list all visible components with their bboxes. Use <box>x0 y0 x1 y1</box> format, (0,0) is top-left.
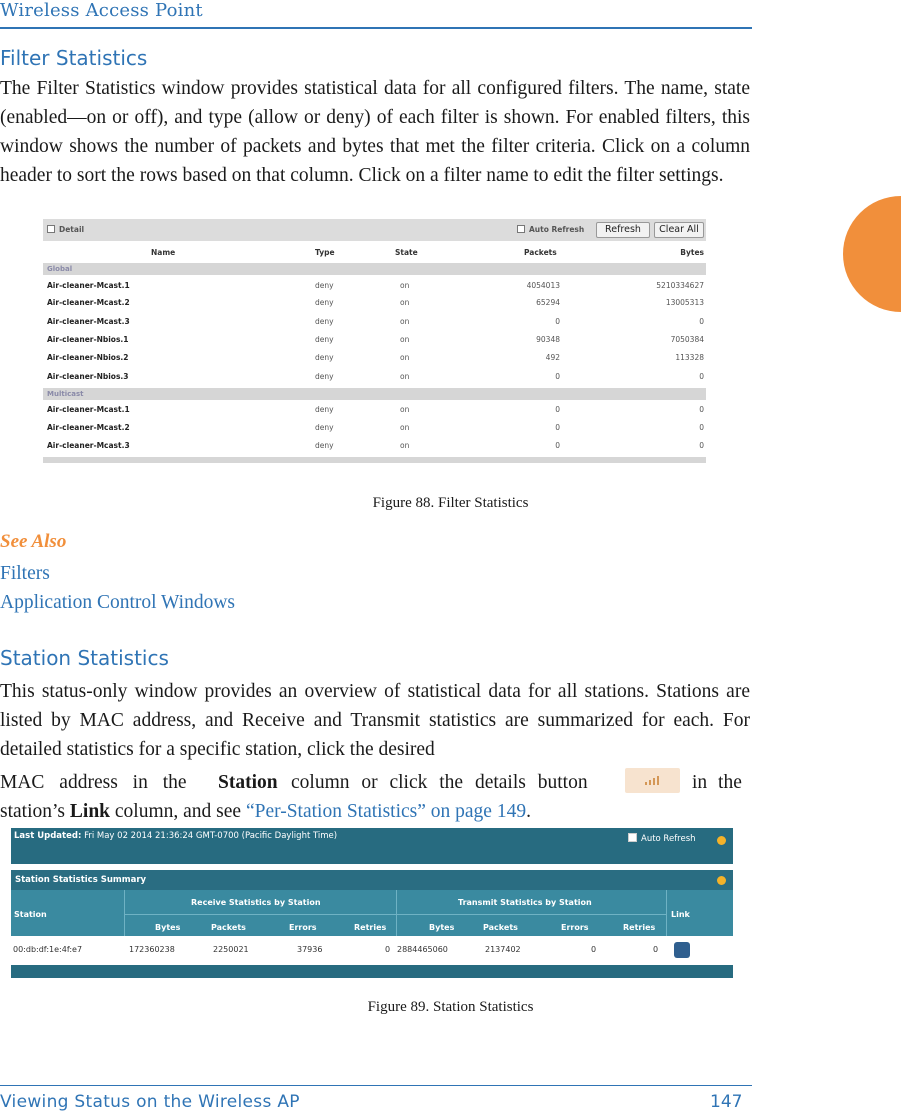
filter-bytes: 5210334627 <box>656 281 704 290</box>
column-header-rx-bytes[interactable]: Bytes <box>155 923 181 932</box>
tx-bytes: 2884465060 <box>397 945 448 954</box>
filter-type: deny <box>315 317 334 326</box>
table-row <box>43 315 706 329</box>
header-rule <box>0 27 752 29</box>
column-header-tx-packets[interactable]: Packets <box>483 923 518 932</box>
chapter-tab-marker <box>843 196 901 312</box>
filter-type: deny <box>315 423 334 432</box>
table-row <box>43 296 706 310</box>
filter-type: deny <box>315 353 334 362</box>
filter-name-link[interactable]: Air-cleaner-Nbios.3 <box>47 372 129 381</box>
filter-type: deny <box>315 372 334 381</box>
group-header-multicast: Multicast <box>43 388 706 400</box>
column-header-state[interactable]: State <box>395 248 418 257</box>
filter-name-link[interactable]: Air-cleaner-Mcast.1 <box>47 281 130 290</box>
station-bottom-bar <box>11 965 733 978</box>
station-statistics-figure <box>11 828 733 978</box>
station-table-header <box>11 890 733 936</box>
table-row <box>11 939 733 961</box>
rx-bytes: 172360238 <box>129 945 175 954</box>
filter-name-link[interactable]: Air-cleaner-Mcast.2 <box>47 298 130 307</box>
column-header-rx-retries[interactable]: Retries <box>354 923 387 932</box>
station-line-3: station’s Link column, and see “Per-Station Statistics” on page 149. <box>0 801 531 822</box>
station-statistics-paragraph: This status-only window provides an overview of statistical data for all stations. Stations are listed by MAC address, and Receive and Transmit statistics are summarized for each. For detailed statistics for a specific station, click the desired <box>0 681 750 760</box>
filter-name-link[interactable]: Air-cleaner-Mcast.3 <box>47 317 130 326</box>
filter-statistics-heading: Filter Statistics <box>0 46 148 70</box>
station-details-icon[interactable] <box>674 942 690 958</box>
filter-bytes: 0 <box>699 372 704 381</box>
refresh-icon[interactable] <box>717 836 726 845</box>
tx-retries: 0 <box>653 945 659 954</box>
filters-link[interactable]: Filters <box>0 563 50 584</box>
column-header-station[interactable]: Station <box>14 910 47 919</box>
rx-errors: 37936 <box>297 945 323 954</box>
auto-refresh-checkbox[interactable] <box>628 833 637 842</box>
detail-checkbox[interactable] <box>47 225 55 233</box>
filter-name-link[interactable]: Air-cleaner-Nbios.1 <box>47 335 129 344</box>
column-header-bytes[interactable]: Bytes <box>680 248 704 257</box>
station-statistics-heading: Station Statistics <box>0 646 169 670</box>
filter-bytes: 0 <box>699 423 704 432</box>
filter-type: deny <box>315 335 334 344</box>
filter-state: on <box>400 372 410 381</box>
table-row <box>43 403 706 417</box>
filter-packets: 4054013 <box>526 281 560 290</box>
filter-state: on <box>400 298 410 307</box>
clear-all-button[interactable]: Clear All <box>654 222 704 238</box>
page-number: 147 <box>710 1092 743 1112</box>
filter-statistics-figure <box>43 219 706 463</box>
filter-packets: 492 <box>545 353 560 362</box>
per-station-statistics-link[interactable]: “Per-Station Statistics” on page 149 <box>245 801 527 822</box>
filter-name-link[interactable]: Air-cleaner-Mcast.2 <box>47 423 130 432</box>
refresh-button[interactable]: Refresh <box>596 222 650 238</box>
filter-bytes: 0 <box>699 317 704 326</box>
rx-packets: 2250021 <box>213 945 249 954</box>
station-mac-link[interactable]: 00:db:df:1e:4f:e7 <box>13 945 83 954</box>
figure-88-caption: Figure 88. Filter Statistics <box>372 495 529 511</box>
transmit-group-header: Transmit Statistics by Station <box>458 898 592 907</box>
table-row <box>43 351 706 365</box>
filter-type: deny <box>315 441 334 450</box>
filter-packets: 90348 <box>536 335 560 344</box>
tx-packets: 2137402 <box>485 945 521 954</box>
table-row <box>43 439 706 453</box>
filter-type: deny <box>315 405 334 414</box>
table-row <box>43 333 706 347</box>
filter-packets: 0 <box>555 405 560 414</box>
last-updated: Last Updated: Fri May 02 2014 21:36:24 GMT-0700 (Pacific Daylight Time) <box>14 831 338 841</box>
auto-refresh-label: Auto Refresh <box>529 225 585 234</box>
filter-bytes: 7050384 <box>670 335 704 344</box>
column-header-tx-retries[interactable]: Retries <box>623 923 656 932</box>
figure-89-caption: Figure 89. Station Statistics <box>367 999 534 1015</box>
filter-state: on <box>400 353 410 362</box>
filter-bytes: 0 <box>699 441 704 450</box>
column-header-tx-bytes[interactable]: Bytes <box>429 923 455 932</box>
column-header-rx-errors[interactable]: Errors <box>289 923 317 932</box>
rx-retries: 0 <box>385 945 391 954</box>
receive-group-header: Receive Statistics by Station <box>191 898 321 907</box>
table-row <box>43 421 706 435</box>
filter-toolbar <box>43 219 706 241</box>
filter-name-link[interactable]: Air-cleaner-Nbios.2 <box>47 353 129 362</box>
filter-bytes: 13005313 <box>665 298 704 307</box>
table-row <box>43 279 706 293</box>
column-header-tx-errors[interactable]: Errors <box>561 923 589 932</box>
filter-state: on <box>400 405 410 414</box>
column-header-packets[interactable]: Packets <box>524 248 557 257</box>
running-header: Wireless Access Point <box>0 0 203 21</box>
table-row <box>43 370 706 384</box>
filter-name-link[interactable]: Air-cleaner-Mcast.1 <box>47 405 130 414</box>
filter-packets: 0 <box>555 317 560 326</box>
filter-bytes: 113328 <box>675 353 704 362</box>
filter-packets: 65294 <box>536 298 560 307</box>
filter-packets: 0 <box>555 441 560 450</box>
footer-section-title: Viewing Status on the Wireless AP <box>0 1092 300 1112</box>
filter-type: deny <box>315 298 334 307</box>
footer-rule <box>0 1085 752 1086</box>
table-bottom-bar <box>43 457 706 463</box>
tx-errors: 0 <box>591 945 597 954</box>
filter-statistics-paragraph: The Filter Statistics window provides statistical data for all configured filters. The name, state (enabled—on or off), and type (allow or deny) of each filter is shown. For enabled filters, this window shows the number of packets and bytes that met the filter criteria. Click on a column header to sort the rows based on that column. Click on a filter name to edit the filter settings. <box>0 78 750 186</box>
group-header-global: Global <box>43 263 706 275</box>
filter-state: on <box>400 335 410 344</box>
filter-state: on <box>400 317 410 326</box>
application-control-windows-link[interactable]: Application Control Windows <box>0 592 236 613</box>
detail-label: Detail <box>59 225 85 234</box>
column-header-name[interactable]: Name <box>151 248 176 257</box>
station-summary-title: Station Statistics Summary <box>11 870 733 890</box>
column-header-rx-packets[interactable]: Packets <box>211 923 246 932</box>
filter-packets: 0 <box>555 372 560 381</box>
see-also-heading: See Also <box>0 531 67 552</box>
filter-state: on <box>400 423 410 432</box>
filter-type: deny <box>315 281 334 290</box>
filter-state: on <box>400 281 410 290</box>
filter-state: on <box>400 441 410 450</box>
column-header-type[interactable]: Type <box>315 248 335 257</box>
station-top-bar <box>11 828 733 864</box>
filter-bytes: 0 <box>699 405 704 414</box>
auto-refresh-checkbox[interactable] <box>517 225 525 233</box>
column-header-link: Link <box>671 910 690 919</box>
filter-name-link[interactable]: Air-cleaner-Mcast.3 <box>47 441 130 450</box>
auto-refresh-label: Auto Refresh <box>641 834 696 844</box>
collapse-icon[interactable] <box>717 876 726 885</box>
details-button-icon[interactable] <box>625 768 680 793</box>
filter-packets: 0 <box>555 423 560 432</box>
